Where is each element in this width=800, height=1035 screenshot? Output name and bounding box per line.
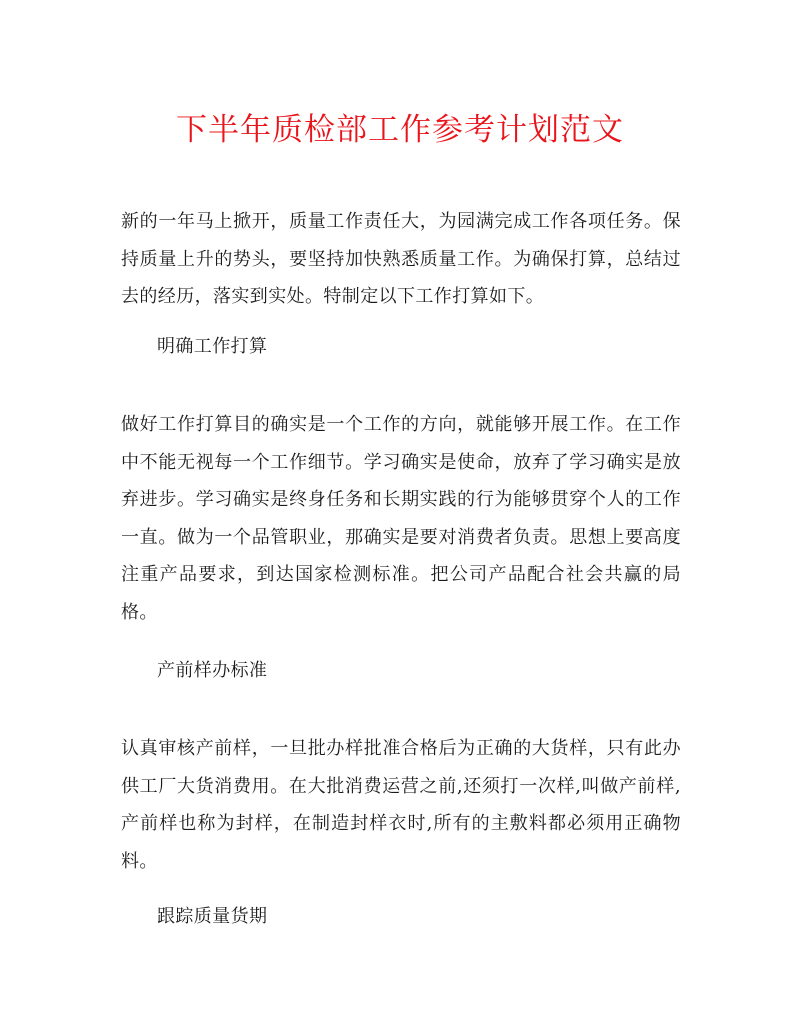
document-title: 下半年质检部工作参考计划范文	[176, 112, 624, 148]
section-heading-plan: 明确工作打算	[157, 336, 268, 357]
section-heading-quality-tracking: 跟踪质量货期	[157, 906, 268, 927]
section-heading-sample-standard: 产前样办标准	[157, 660, 268, 681]
section-body-sample-standard: 认真审核产前样，一旦批办样批准合格后为正确的大货样，只有此办供工厂大货消费用。在大批消费运营之前,还须打一次样,叫做产前样,产前样也称为封样，在制造封样衣时,所有的主敷料都必须用正确物料。	[121, 738, 681, 872]
intro-paragraph: 新的一年马上掀开，质量工作责任大，为园满完成工作各项任务。保持质量上升的势头，要坚持加快熟悉质量工作。为确保打算，总结过去的经历，落实到实处。特制定以下工作打算如下。	[121, 211, 681, 307]
section-body-plan: 做好工作打算目的确实是一个工作的方向，就能够开展工作。在工作中不能无视每一个工作细节。学习确实是使命，放弃了学习确实是放弃进步。学习确实是终身任务和长期实践的行为能够贯穿个人的工作一直。做为一个品管职业，那确实是要对消费者负责。思想上要高度注重产品要求，到达国家检测标准。把公司产品配合社会共赢的局格。	[121, 414, 681, 623]
